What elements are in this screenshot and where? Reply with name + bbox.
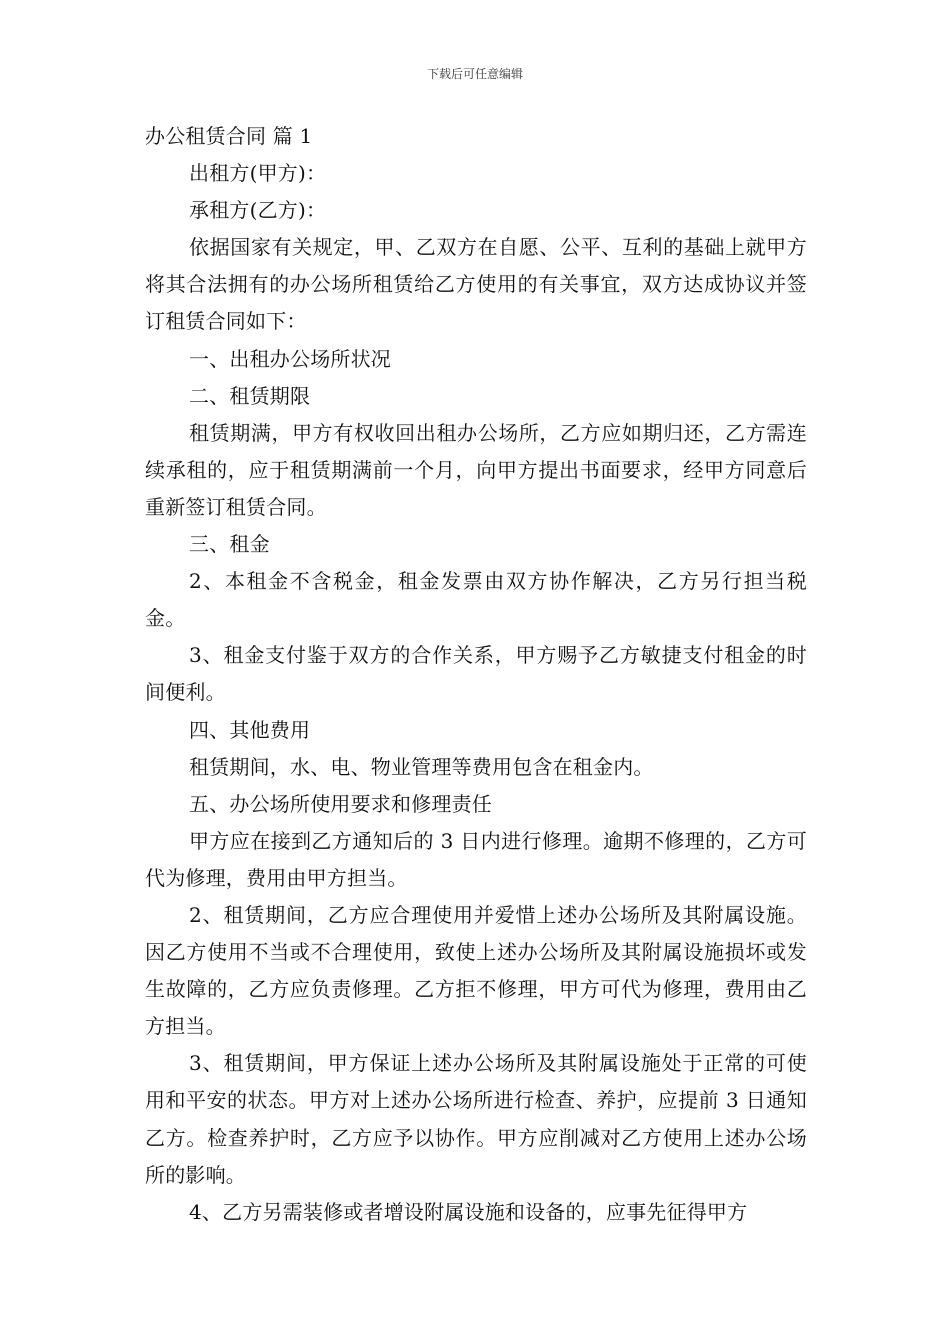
lessee-line: 承租方(乙方)： [189, 198, 327, 223]
other-fees-paragraph: 租赁期间，水、电、物业管理等费用包含在租金内。 [189, 754, 654, 779]
rent-clause-3: 3、租金支付鉴于双方的合作关系，甲方赐予乙方敏捷支付租金的时间便利。 [145, 643, 807, 705]
page-header: 下载后可任意编辑 [426, 67, 523, 81]
preamble-paragraph: 依据国家有关规定，甲、乙双方在自愿、公平、互利的基础上就甲方将其合法拥有的办公场所租赁给乙方使用的有关事宜，双方达成协议并签订租赁合同如下： [145, 235, 807, 334]
repair-clause-2: 2、租赁期间，乙方应合理使用并爱惜上述办公场所及其附属设施。因乙方使用不当或不合理使用，致使上述办公场所及其附属设施损坏或发生故障的，乙方应负责修理。乙方拒不修理，甲方可代为修理，费用由乙方担当。 [145, 902, 807, 1039]
lessor-line: 出租方(甲方)： [189, 161, 327, 186]
document-body [145, 118, 807, 1231]
repair-clause-3: 3、租赁期间，甲方保证上述办公场所及其附属设施处于正常的可使用和平安的状态。甲方对上述办公场所进行检查、养护，应提前 3 日通知乙方。检查养护时，乙方应予以协作。甲方应削减对乙方使用上述办公场所的影响。 [145, 1051, 807, 1187]
repair-clause-4: 4、乙方另需装修或者增设附属设施和设备的，应事先征得甲方 [189, 1199, 748, 1224]
document-title: 办公租赁合同 篇 1 [145, 124, 313, 148]
section-heading-5: 五、办公场所使用要求和修理责任 [189, 791, 492, 816]
section-heading-4: 四、其他费用 [189, 717, 311, 742]
lease-term-paragraph: 租赁期满，甲方有权收回出租办公场所，乙方应如期归还，乙方需连续承租的，应于租赁期满前一个月，向甲方提出书面要求，经甲方同意后重新签订租赁合同。 [145, 420, 807, 519]
repair-paragraph: 甲方应在接到乙方通知后的 3 日内进行修理。逾期不修理的，乙方可代为修理，费用由甲方担当。 [145, 828, 807, 890]
rent-clause-2: 2、本租金不含税金，租金发票由双方协作解决，乙方另行担当税金。 [145, 569, 807, 631]
section-heading-1: 一、出租办公场所状况 [189, 346, 391, 371]
section-heading-3: 三、租金 [189, 532, 270, 557]
section-heading-2: 二、租赁期限 [189, 383, 311, 408]
